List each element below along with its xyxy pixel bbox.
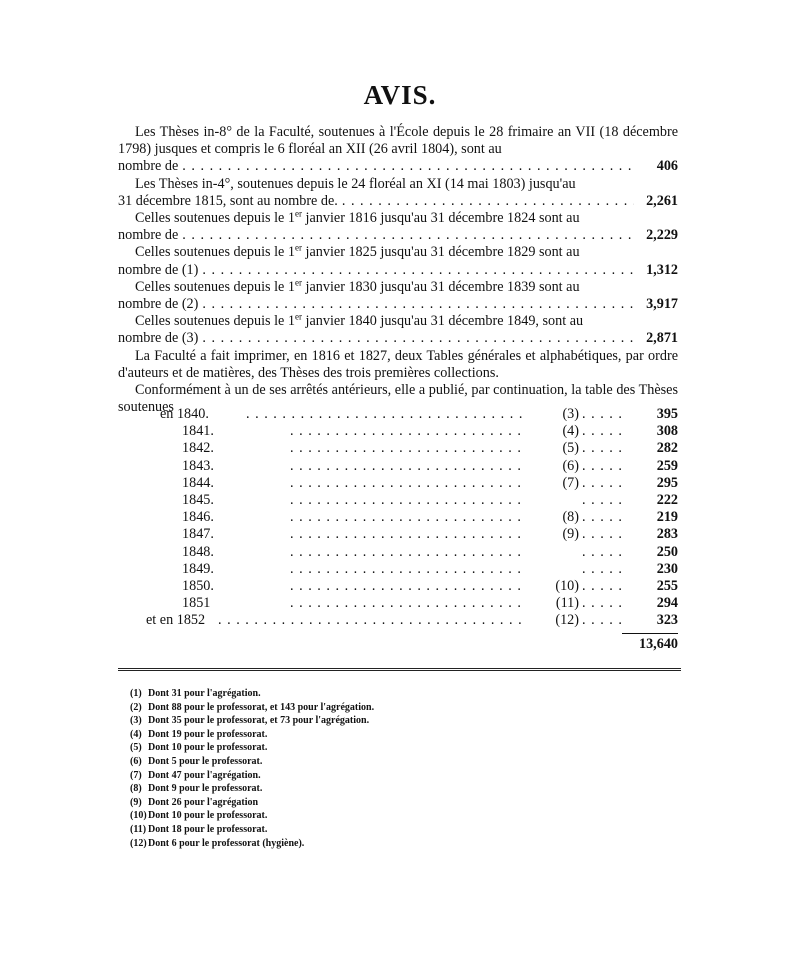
tables-paragraph: La Faculté a fait imprimer, en 1816 et 1827, deux Tables générales et alphabétiques, par ordre d'auteurs et de matières, des Thèses des trois premières collections.: [118, 347, 678, 381]
entry-line-end: janvier 1825 jusqu'au 31 décembre 1829 sont au: [301, 244, 580, 261]
footnote-text: Dont 26 pour l'agrégation: [148, 796, 259, 808]
entry-value: 1,312: [646, 261, 678, 278]
entry-line: Les Thèses in-8° de la Faculté, soutenues à l'École depuis le 28 frimaire an VII: [135, 124, 596, 140]
leader-dots: [182, 227, 634, 244]
footnote-number: (8): [130, 783, 142, 795]
footnote: [130, 701, 374, 715]
superscript: er: [294, 311, 302, 322]
intro-entry: [118, 176, 678, 193]
table-row: [118, 578, 678, 595]
row-year: 1844.: [182, 474, 214, 491]
row-footnote-ref: (9): [562, 526, 579, 543]
entry-line-end: janvier 1816 jusqu'au 31 décembre 1824 sont au: [301, 210, 580, 227]
footnote-text: Dont 19 pour le professorat.: [148, 728, 268, 740]
leader-dots: [582, 440, 624, 457]
row-count: 294: [656, 595, 678, 612]
table-row: [118, 458, 678, 475]
row-year: 1846.: [182, 509, 214, 526]
superscript: er: [294, 277, 302, 288]
intro-entry: [118, 279, 678, 296]
row-year: 1847.: [182, 526, 214, 543]
entry-line-end: janvier 1830 jusqu'au 31 décembre 1839 sont au: [301, 278, 580, 295]
row-year: en 1840.: [160, 406, 209, 422]
row-year: 1851: [182, 595, 211, 612]
leader-dots: [582, 544, 624, 561]
row-count: 222: [656, 491, 678, 508]
table-row: [118, 492, 678, 509]
table-row: [118, 475, 678, 492]
leader-dots: [290, 578, 527, 595]
footnote-number: (3): [130, 715, 142, 727]
entry-label: nombre de (3): [118, 330, 199, 347]
row-footnote-ref: (8): [562, 509, 579, 526]
leader-dots: [182, 158, 634, 175]
entry-label: nombre de: [118, 158, 179, 175]
total-block: [622, 633, 678, 653]
footnotes: [130, 687, 374, 850]
superscript: er: [294, 242, 302, 253]
leader-dots: [290, 475, 527, 492]
row-count: 395: [656, 406, 678, 422]
leader-dots: [202, 296, 634, 313]
table-row: [118, 612, 678, 629]
footnote: [130, 741, 374, 755]
row-year: 1849.: [182, 560, 214, 577]
intro-body: [118, 124, 678, 416]
leader-dots: [342, 193, 634, 210]
footnote-number: (6): [130, 755, 142, 767]
row-year: 1848.: [182, 543, 214, 560]
row-count: 259: [656, 457, 678, 474]
row-count: 308: [656, 423, 678, 440]
footnote-text: Dont 47 pour l'agrégation.: [148, 769, 261, 781]
entry-label: nombre de: [118, 227, 179, 244]
leader-dots: [202, 262, 634, 279]
superscript: er: [294, 208, 302, 219]
year-table: [118, 406, 678, 629]
row-footnote-ref: (10): [555, 577, 579, 594]
row-count: 255: [656, 577, 678, 594]
row-year: 1843.: [182, 457, 214, 474]
footnote: [130, 769, 374, 783]
page-title: AVIS.: [363, 80, 437, 110]
footnote-number: (2): [130, 701, 142, 713]
footnote: [130, 687, 374, 701]
footnote-text: Dont 18 pour le professorat.: [148, 823, 268, 835]
intro-entry: [118, 244, 678, 261]
footnote: [130, 837, 374, 851]
entry-line-start: Celles soutenues depuis le 1: [135, 278, 295, 295]
row-count: 283: [656, 526, 678, 543]
entry-value: 2,871: [646, 330, 678, 347]
table-row: [118, 595, 678, 612]
row-count: 219: [656, 509, 678, 526]
footnote-text: Dont 35 pour le professorat, et 73 pour l'agrégation.: [148, 715, 370, 727]
footnote-number: (1): [130, 688, 142, 699]
entry-total-line: [118, 330, 678, 347]
row-footnote-ref: (12): [555, 612, 579, 629]
row-year: et en 1852: [146, 612, 206, 629]
table-row: [118, 509, 678, 526]
leader-dots: [290, 595, 527, 612]
entry-line: (18 décembre 1798) jusques et compris le 6 floréal an XII (26 avril 1804), sont au: [118, 124, 678, 158]
entry-line-end: janvier 1840 jusqu'au 31 décembre 1849, sont au: [301, 313, 584, 330]
leader-dots: [582, 578, 624, 595]
footnote: [130, 809, 374, 823]
row-year: 1850.: [182, 577, 214, 594]
row-count: 282: [656, 440, 678, 457]
row-year: 1845.: [182, 491, 214, 508]
leader-dots: [290, 423, 527, 440]
entry-line-start: Celles soutenues depuis le 1: [135, 313, 295, 330]
footnote-number: (11): [130, 823, 147, 835]
leader-dots: [582, 458, 624, 475]
row-count: 230: [656, 560, 678, 577]
leader-dots: [290, 440, 527, 457]
footnote: [130, 796, 374, 810]
leader-dots: [290, 458, 527, 475]
leader-dots: [290, 492, 527, 509]
table-row: [118, 406, 678, 423]
leader-dots: [582, 612, 624, 629]
entry-value: 2,261: [646, 192, 678, 209]
leader-dots: [290, 561, 527, 578]
row-footnote-ref: (4): [562, 423, 579, 440]
intro-entry: [118, 210, 678, 227]
intro-entry: [118, 124, 678, 158]
leader-dots: [582, 492, 624, 509]
footnote-number: (9): [130, 796, 142, 808]
leader-dots: [582, 509, 624, 526]
leader-dots: [290, 526, 527, 543]
table-row: [118, 440, 678, 457]
footnote-text: Dont 5 pour le professorat.: [148, 755, 263, 767]
entry-total-line: [118, 193, 678, 210]
leader-dots: [582, 406, 624, 423]
footnote: [130, 728, 374, 742]
footnote-text: Dont 88 pour le professorat, et 143 pour l'agrégation.: [148, 701, 375, 713]
row-footnote-ref: (3): [562, 406, 579, 422]
table-row: [118, 544, 678, 561]
row-year: 1842.: [182, 440, 214, 457]
footnote-number: (12): [130, 837, 147, 849]
entry-value: 2,229: [646, 227, 678, 244]
footnote: [130, 714, 374, 728]
leader-dots: [246, 406, 527, 423]
leader-dots: [582, 595, 624, 612]
footnote-text: Dont 10 pour le professorat.: [148, 810, 268, 822]
entry-value: 406: [656, 158, 678, 175]
entry-line-start: Celles soutenues depuis le 1: [135, 210, 295, 227]
leader-dots: [582, 475, 624, 492]
entry-line: Les Thèses in-4°, soutenues depuis le 24 floréal an XI (14 mai 1803) jusqu'au: [135, 175, 576, 192]
entry-total-line: [118, 227, 678, 244]
leader-dots: [582, 561, 624, 578]
row-footnote-ref: (6): [562, 457, 579, 474]
entry-total-line: [118, 262, 678, 279]
footnote-number: (10): [130, 810, 147, 822]
continuation-paragraph: Conformément à un de ses arrêtés antérieurs, elle a publié, par continuation, la table des Thèses soutenues: [118, 382, 678, 416]
footnote: [130, 755, 374, 769]
entry-total-line: [118, 296, 678, 313]
intro-entry: [118, 313, 678, 330]
leader-dots: [582, 526, 624, 543]
leader-dots: [582, 423, 624, 440]
entry-line-start: Celles soutenues depuis le 1: [135, 244, 295, 261]
footnote-text: Dont 10 pour le professorat.: [148, 742, 268, 754]
table-row: [118, 423, 678, 440]
footnote-number: (7): [130, 769, 142, 781]
entry-label: nombre de (2): [118, 296, 199, 313]
table-row: [118, 526, 678, 543]
row-footnote-ref: (5): [562, 440, 579, 457]
table-row: [118, 561, 678, 578]
footnote-text: Dont 9 pour le professorat.: [148, 783, 263, 795]
leader-dots: [290, 544, 527, 561]
entry-label: nombre de (1): [118, 261, 199, 278]
entry-label: 31 décembre 1815, sont au nombre de.: [118, 192, 338, 209]
footnote-text: Dont 6 pour le professorat (hygiène).: [148, 837, 305, 849]
footnote-text: Dont 31 pour l'agrégation.: [148, 688, 261, 699]
row-footnote-ref: (7): [562, 474, 579, 491]
entry-value: 3,917: [646, 296, 678, 313]
leader-dots: [218, 612, 527, 629]
row-year: 1841.: [182, 423, 214, 440]
section-divider: [118, 668, 681, 671]
footnote: [130, 823, 374, 837]
entry-total-line: [118, 158, 678, 175]
row-count: 323: [656, 612, 678, 629]
footnote-number: (5): [130, 742, 142, 754]
row-count: 295: [656, 474, 678, 491]
row-footnote-ref: (11): [555, 595, 579, 612]
row-count: 250: [656, 543, 678, 560]
leader-dots: [202, 330, 634, 347]
footnote: [130, 782, 374, 796]
footnote-number: (4): [130, 728, 142, 740]
leader-dots: [290, 509, 527, 526]
grand-total: 13,640: [638, 636, 678, 652]
